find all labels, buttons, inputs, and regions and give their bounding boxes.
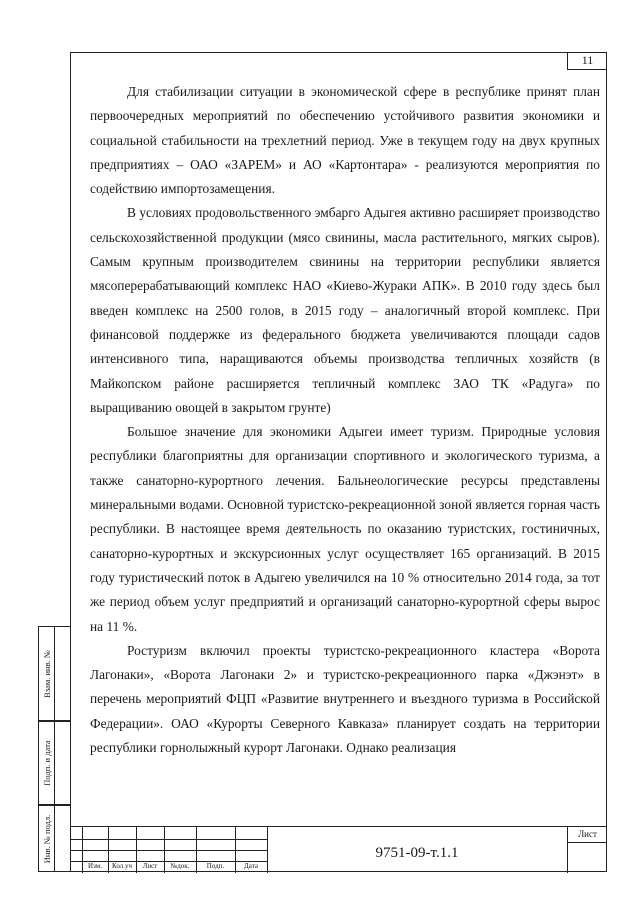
page-number: 11 — [567, 52, 607, 70]
paragraph: Для стабилизации ситуации в экономической сфере в республике принят план первоочередных мероприятий по обеспечению устойчивого развития экономики и социальной стабильности на трехлетний период. Уже в текущем году на двух крупных предприятиях – ОАО «ЗАРЕМ» и АО «Картонтара» - реализуются мероприятия по содействию импортозамещения. — [90, 84, 600, 197]
side-box-inv — [38, 805, 70, 872]
stamp-col-ndok: №док. — [170, 862, 190, 870]
side-box-vzam — [38, 626, 70, 721]
side-label-podp-data: Подп. и дата — [41, 740, 52, 786]
paragraph: Ростуризм включил проекты туристско-рекреационного кластера «Ворота Лагонаки», «Ворота Лагонаки 2» и туристско-рекреационного парка «Джэнэт» в перечень мероприятий ФЦП «Развитие внутреннего и въездного туризма в Российской Федерации». ОАО «Курорты Северного Кавказа» планирует создать на территории республики горнолыжный курорт Лагонаки. Однако реализация — [90, 642, 600, 756]
stamp-col-kol: Кол.уч — [112, 862, 132, 870]
sheet-label: Лист — [567, 827, 607, 843]
side-label-inv-podl: Инв. № подл. — [41, 814, 52, 863]
stamp-col-izm: Изм. — [88, 862, 102, 870]
stamp-col-data: Дата — [244, 862, 258, 870]
title-block — [70, 826, 607, 872]
paragraph: Большое значение для экономики Адыгеи имеет туризм. Природные условия республики благоприятны для организации спортивного и экологического туризма, а также санаторно-курортного лечения. Бальнеологические ресурсы представлены минеральными водами. Основной туристско-рекреационной зоной является горная часть республики. В настоящее время деятельность по оказанию туристских, гостиничных, санаторно-курортных и экскурсионных услуг осуществляет 165 организаций. В 2015 году туристический поток в Адыгею увеличился на 10 % относительно 2014 года, за тот же период объем услуг предприятий и организаций санаторно-курортной сферы вырос на 11 %. — [90, 424, 600, 634]
document-body — [90, 80, 600, 760]
stamp-col-list: Лист — [142, 862, 158, 870]
document-number: 9751-09-т.1.1 — [375, 845, 459, 861]
stamp-col-podp: Подп. — [206, 862, 225, 870]
side-label-vzam: Взам. инв. № — [41, 649, 52, 698]
sheet-number-box — [567, 843, 607, 873]
paragraph: В условиях продовольственного эмбарго Адыгея активно расширяет производство сельскохозяйственной продукции (мясо свинины, масла растительного, мягких сыров). Самым крупным производителем свинины на территории республики является мясоперерабатывающий комплекс НАО «Киево-Жураки АПК». В 2010 году здесь был введен комплекс на 2500 голов, в 2015 году – аналогичный второй комплекс. При финансовой поддержке из федерального бюджета увеличиваются площади садов интенсивного типа, наращиваются объемы производства тепличных хозяйств (в Майкопском районе расширяется тепличный комплекс ЗАО ТК «Радуга» по выращиванию овощей в закрытом грунте) — [90, 205, 600, 415]
side-box-podp — [38, 721, 70, 805]
